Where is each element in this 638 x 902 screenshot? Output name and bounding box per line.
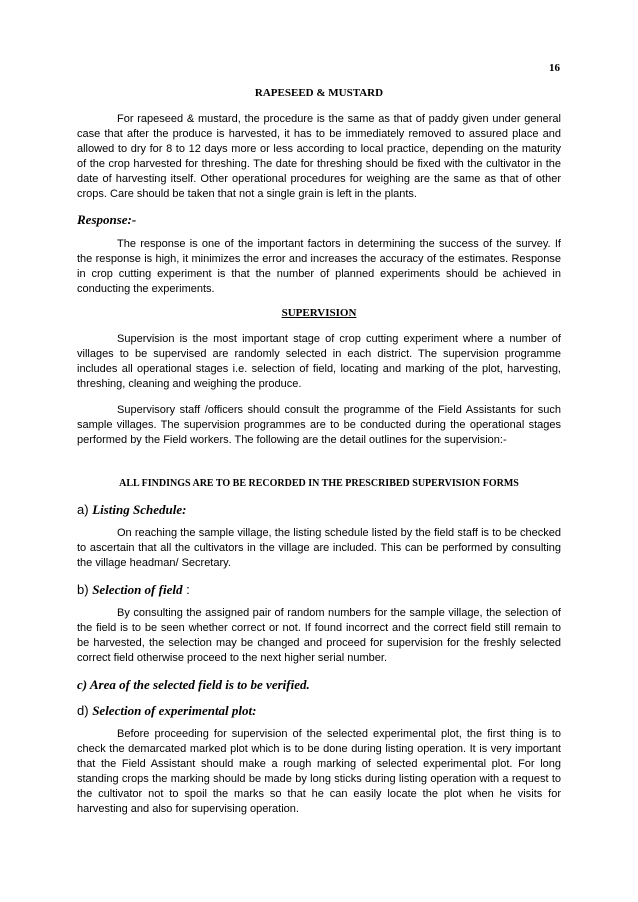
intro-paragraph: For rapeseed & mustard, the procedure is the same as that of paddy given under general case that after the produce is harvested, it has to be immediately removed to assured place and allowed to dry for 8 to 12 days more or less according to local practice, depending on the maturity of the crop harvested for threshing. The date for threshing should be fixed with the cultivator in the date of harvesting itself. Other operational procedures for weighing are the same as that of other crops. Care should be taken that not a single grain is left in the plants.	[77, 113, 561, 200]
section-d-paragraph: Before proceeding for supervision of the selected experimental plot, the first thing is to check the demarcated marked plot which is to be done during listing operation. It is very important that the Field Assistant should make a rough marking of selected experimental plot. For long standing crops the marking should be made by long sticks during listing operation with a request to the cultivator not to spoil the marks so that he can easily locate the plot when he visits for harvesting and also for supervising operation.	[77, 728, 561, 815]
response-heading	[77, 212, 561, 228]
response-paragraph: The response is one of the important factors in determining the success of the survey. If the response is high, it minimizes the error and increases the accuracy of the estimates. Response in crop cutting experiment is that the number of planned experiments should be achieved in conducting the experiments.	[77, 238, 561, 295]
section-a-heading-text: Listing Schedule:	[92, 502, 187, 517]
page-content	[77, 86, 561, 817]
section-c-heading-text: c) Area of the selected field is to be verified.	[77, 677, 310, 692]
section-a-paragraph: On reaching the sample village, the listing schedule listed by the field staff is to be checked to ascertain that all the cultivators in the village are included. This can be performed by consulting the village headman/ Secretary.	[77, 527, 561, 569]
section-a-heading	[77, 502, 561, 518]
supervision-paragraph-1: Supervision is the most important stage of crop cutting experiment where a number of villages to be supervised are randomly selected in each district. The supervision programme includes all operational stages i.e. selection of field, locating and marking of the plot, harvesting, threshing, cleaning and weighing the produce.	[77, 333, 561, 390]
section-b-prefix: b)	[77, 582, 89, 597]
section-title-rapeseed: RAPESEED & MUSTARD	[254, 87, 384, 99]
section-d-heading-text: Selection of experimental plot:	[92, 703, 257, 718]
findings-notice: ALL FINDINGS ARE TO BE RECORDED IN THE PRESCRIBED SUPERVISION FORMS	[119, 478, 519, 489]
response-heading-text: Response:-	[77, 212, 137, 227]
section-c-heading	[77, 677, 561, 693]
section-b-suffix: :	[182, 582, 190, 597]
section-b-heading	[77, 582, 561, 598]
section-d-heading	[77, 703, 561, 719]
supervision-heading: SUPERVISION	[281, 307, 357, 319]
section-b-paragraph: By consulting the assigned pair of random numbers for the sample village, the selection of the field is to be seen whether correct or not. If found incorrect and the correct field still remain to be harvested, the selection may be changed and proceed for supervision for the freshly selected correct field otherwise proceed to the next higher serial number.	[77, 607, 561, 664]
supervision-paragraph-2: Supervisory staff /officers should consult the programme of the Field Assistants for such sample villages. The supervision programmes are to be conducted during the operational stages performed by the Field workers. The following are the detail outlines for the supervision:-	[77, 404, 561, 446]
page-number: 16	[549, 62, 560, 74]
section-b-heading-text: Selection of field	[92, 582, 183, 597]
section-d-prefix: d)	[77, 703, 89, 718]
section-a-prefix: a)	[77, 502, 89, 517]
